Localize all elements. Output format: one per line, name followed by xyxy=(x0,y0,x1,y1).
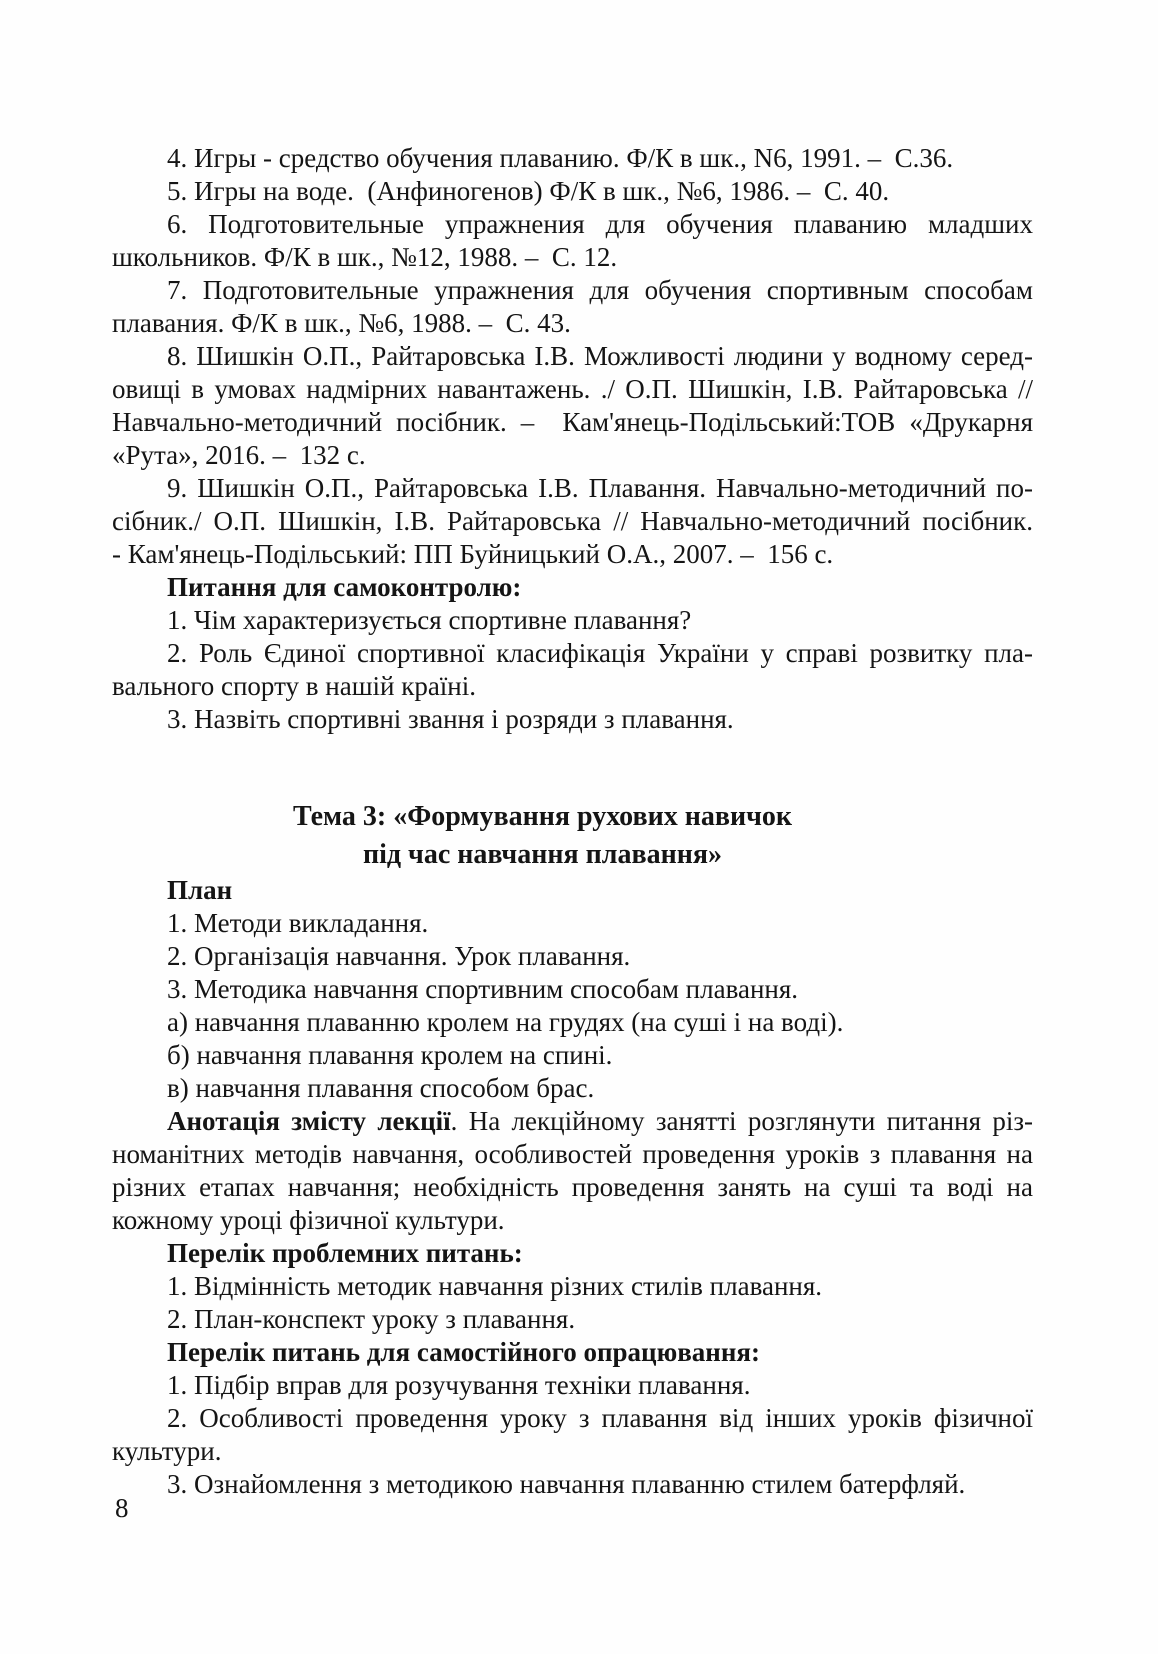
text-segment: плавания. Ф/К в шк., №6, 1988. – С. 43. xyxy=(112,308,571,338)
text-line xyxy=(112,241,1033,274)
bold-text-segment: Анотація змісту лекції xyxy=(167,1106,451,1136)
text-line xyxy=(112,505,1033,538)
text-segment: під час навчання плавання» xyxy=(362,839,723,870)
text-segment: 4. Игры - средство обучения плаванию. Ф/К в шк., N6, 1991. – С.36. xyxy=(167,143,954,173)
text-line xyxy=(112,940,1033,973)
text-line xyxy=(112,142,1033,175)
text-line xyxy=(112,1138,1033,1171)
text-line xyxy=(112,670,1033,703)
page-number: 8 xyxy=(115,1493,129,1523)
text-line xyxy=(112,1303,1033,1336)
text-line xyxy=(112,307,1033,340)
text-segment: 6. Подготовительные упражнения для обучения плаванию младших xyxy=(167,209,1033,239)
text-line xyxy=(112,274,1033,307)
text-line xyxy=(112,1039,1033,1072)
text-line xyxy=(112,472,1033,505)
text-segment: 8. Шишкін О.П., Райтаровська І.В. Можливості людини у водному серед- xyxy=(167,341,1033,371)
text-line xyxy=(112,406,1033,439)
text-segment: Питання для самоконтролю: xyxy=(167,572,522,602)
text-segment: 9. Шишкін О.П., Райтаровська І.В. Плавання. Навчально-методичний по- xyxy=(167,473,1033,503)
text-segment: 5. Игры на воде. (Анфиногенов) Ф/К в шк., №6, 1986. – С. 40. xyxy=(167,176,890,206)
topic-title-line xyxy=(112,836,1033,874)
text-line xyxy=(112,973,1033,1006)
text-segment: 7. Подготовительные упражнения для обучения спортивным способам xyxy=(167,275,1033,305)
text-line xyxy=(112,637,1033,670)
text-segment: різних етапах навчання; необхідність проведення занять на суші та воді на xyxy=(112,1172,1033,1202)
text-line xyxy=(112,439,1033,472)
text-block xyxy=(112,142,1033,1501)
section-subheading xyxy=(112,874,1033,907)
text-segment: в) навчання плавання способом брас. xyxy=(167,1073,595,1103)
text-segment: 1. Відмінність методик навчання різних стилів плавання. xyxy=(167,1271,823,1301)
text-segment: 2. Роль Єдиної спортивної класифікація України у справі розвитку пла- xyxy=(167,638,1033,668)
text-segment: . На лекційному занятті розглянути питання різ- xyxy=(450,1106,1033,1136)
text-line xyxy=(112,1204,1033,1237)
text-segment: 1. Підбір вправ для розучування техніки плавання. xyxy=(167,1370,751,1400)
text-segment: 3. Методика навчання спортивним способам плавання. xyxy=(167,974,799,1004)
text-segment: Тема 3: «Формування рухових навичок xyxy=(292,801,793,832)
text-line xyxy=(112,1468,1033,1501)
text-line xyxy=(112,538,1033,571)
text-segment: кожному уроці фізичної культури. xyxy=(112,1205,505,1235)
text-segment: 2. План-конспект уроку з плавання. xyxy=(167,1304,576,1334)
text-segment: 3. Назвіть спортивні звання і розряди з плавання. xyxy=(167,704,734,734)
text-line xyxy=(112,1072,1033,1105)
text-line xyxy=(112,1369,1033,1402)
text-line xyxy=(112,1105,1033,1138)
text-segment: школьников. Ф/К в шк., №12, 1988. – С. 12. xyxy=(112,242,618,272)
section-subheading xyxy=(112,1336,1033,1369)
text-segment: б) навчання плавання кролем на спині. xyxy=(167,1040,613,1070)
text-segment: План xyxy=(167,875,233,905)
section-subheading xyxy=(112,571,1033,604)
text-line xyxy=(112,208,1033,241)
text-segment: 1. Чім характеризується спортивне плавання? xyxy=(167,605,692,635)
text-line xyxy=(112,340,1033,373)
text-segment: 2. Організація навчання. Урок плавання. xyxy=(167,941,631,971)
text-segment: 3. Ознайомлення з методикою навчання плаванню стилем батерфляй. xyxy=(167,1469,966,1499)
text-segment: культури. xyxy=(112,1436,222,1466)
text-segment: вального спорту в нашій країні. xyxy=(112,671,476,701)
text-line xyxy=(112,907,1033,940)
text-line xyxy=(112,175,1033,208)
text-segment: Перелік питань для самостійного опрацювання: xyxy=(167,1337,760,1367)
text-segment: Навчально-методичний посібник. – Кам'янець-Подільський:ТОВ «Друкарня xyxy=(112,407,1033,437)
text-line xyxy=(112,1435,1033,1468)
topic-title-line xyxy=(112,798,1033,836)
text-segment: - Кам'янець-Подільський: ПП Буйницький О.А., 2007. – 156 с. xyxy=(112,539,834,569)
text-line xyxy=(112,373,1033,406)
text-line xyxy=(112,1006,1033,1039)
text-segment: Перелік проблемних питань: xyxy=(167,1238,523,1268)
text-segment: овищі в умовах надмірних навантажень. ./ О.П. Шишкін, І.В. Райтаровська // xyxy=(112,374,1033,404)
text-line xyxy=(112,1270,1033,1303)
text-segment: 1. Методи викладання. xyxy=(167,908,429,938)
text-line xyxy=(112,1402,1033,1435)
section-subheading xyxy=(112,1237,1033,1270)
text-line xyxy=(112,703,1033,736)
text-segment: а) навчання плаванню кролем на грудях (на суші і на воді). xyxy=(167,1007,844,1037)
text-segment: 2. Особливості проведення уроку з плавання від інших уроків фізичної xyxy=(167,1403,1033,1433)
text-segment: «Рута», 2016. – 132 с. xyxy=(112,440,366,470)
text-segment: номанітних методів навчання, особливостей проведення уроків з плавання на xyxy=(112,1139,1033,1169)
text-line xyxy=(112,1171,1033,1204)
text-segment: сібник./ О.П. Шишкін, І.В. Райтаровська // Навчально-методичний посібник. xyxy=(112,506,1033,536)
text-line xyxy=(112,604,1033,637)
